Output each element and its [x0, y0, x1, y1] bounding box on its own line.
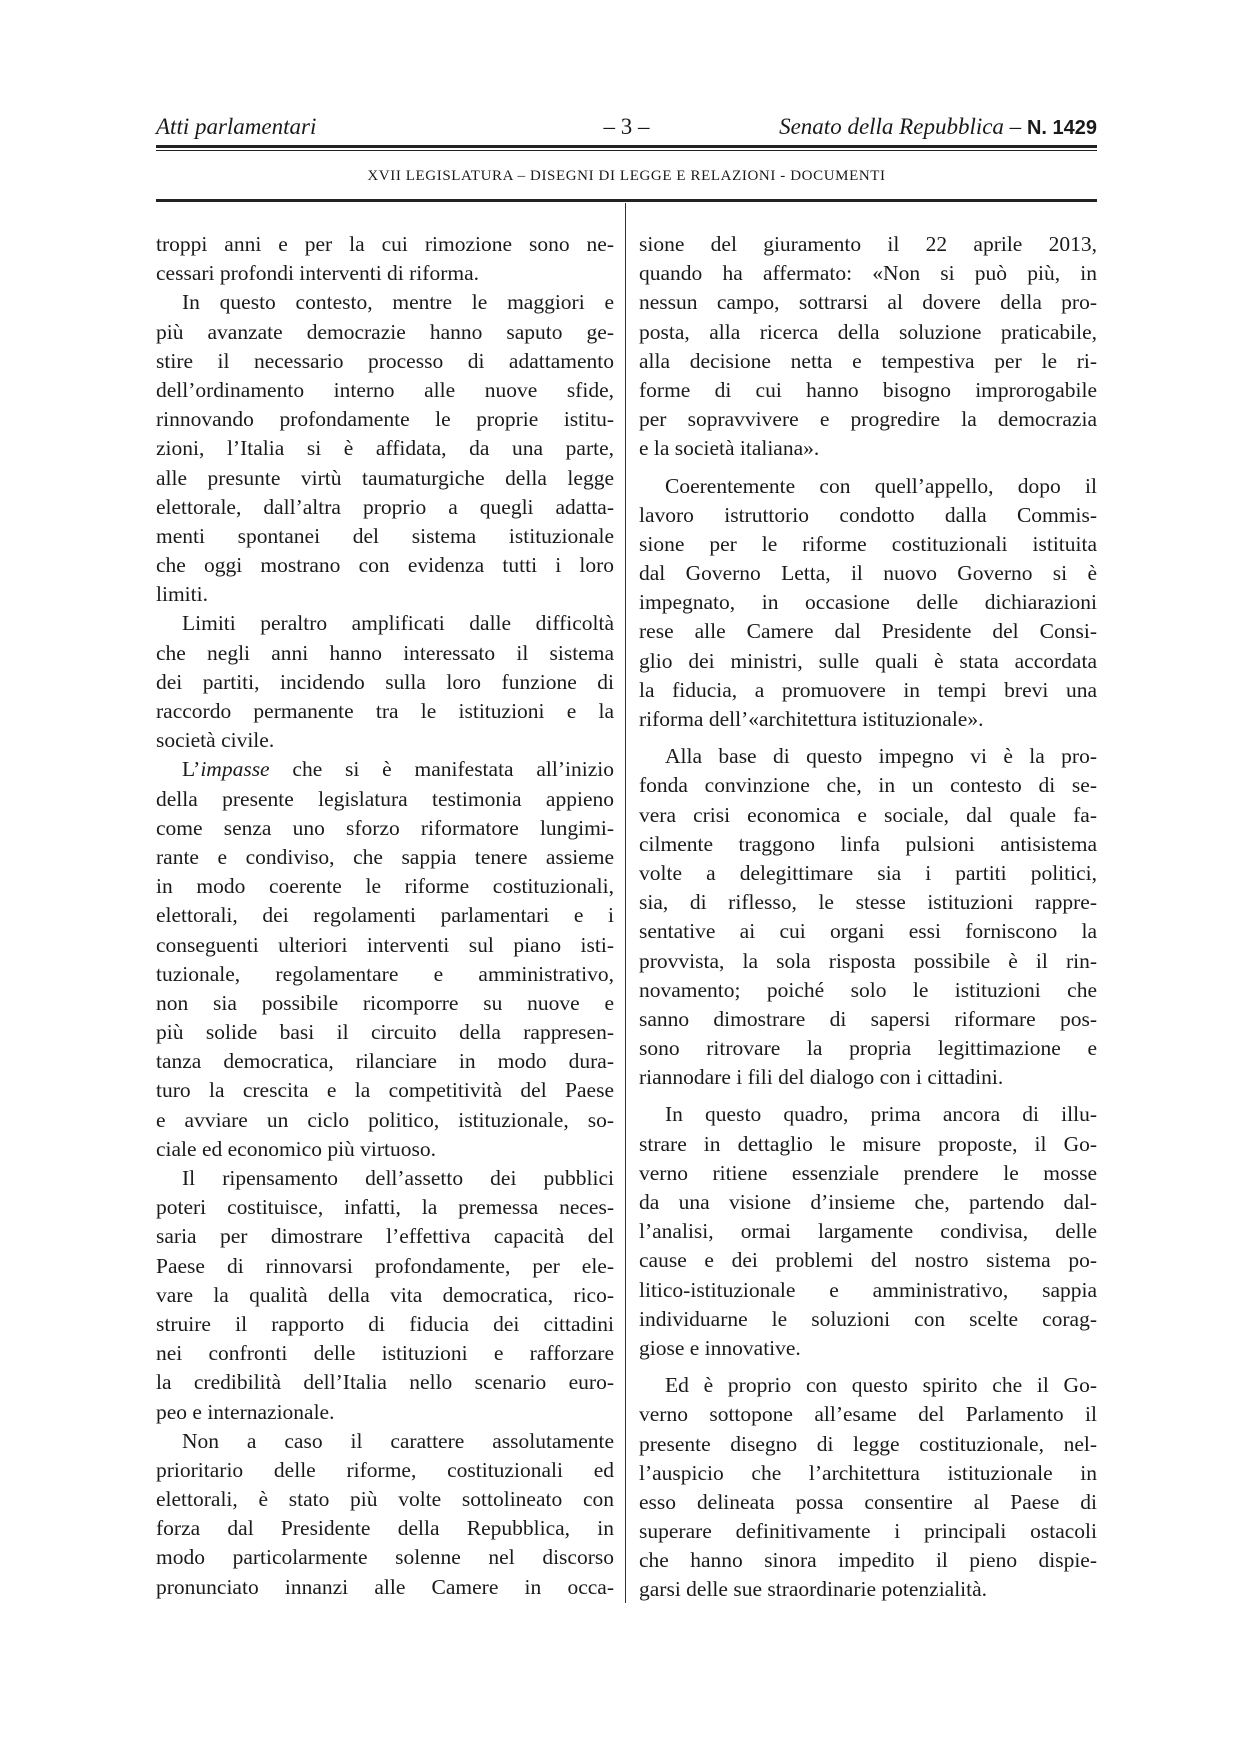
text-line: non sia possibile ricomporre su nuove e [156, 990, 614, 1015]
text-line: che hanno sinora impedito il pieno dispie- [639, 1548, 1097, 1573]
paragraph [156, 609, 614, 755]
text-line: da una visione d’insieme che, partendo dal- [639, 1190, 1097, 1214]
text-line: per sopravvivere e progredire la democrazia [639, 407, 1097, 432]
text-line: struire il rapporto di fiducia dei cittadini [156, 1311, 614, 1336]
text-line: Paese di rinnovarsi profondamente, per ele- [156, 1253, 614, 1278]
text-line: impegnato, in occasione delle dichiarazioni [639, 590, 1097, 615]
text-line: dal Governo Letta, il nuovo Governo si è [639, 561, 1097, 586]
running-header [156, 114, 1097, 144]
text-segment: L’ [182, 757, 201, 782]
text-line: fonda convinzione che, in un contesto di se- [639, 773, 1097, 798]
text-line: tuzionale, regolamentare e amministrativo, [156, 961, 614, 986]
text-line: In questo contesto, mentre le maggiori e [182, 290, 614, 315]
text-line: della presente legislatura testimonia appieno [156, 786, 614, 811]
right-column [639, 230, 1097, 1605]
text-line: riannodare i fili del dialogo con i cittadini. [639, 1065, 1004, 1090]
text-line: strare in dettaglio le misure proposte, il Go- [639, 1131, 1097, 1156]
text-line: sione del giuramento il 22 aprile 2013, [639, 232, 1097, 256]
text-line: Coerentemente con quell’appello, dopo il [665, 473, 1097, 498]
paragraph [156, 1164, 614, 1427]
text-line: la fiducia, a promuovere in tempi brevi una [639, 677, 1097, 702]
text-line: la credibilità dell’Italia nello scenario euro- [156, 1370, 614, 1395]
text-line: giose e innovative. [639, 1335, 801, 1360]
text-line: novamento; poiché solo le istituzioni che [639, 977, 1097, 1002]
text-line: e la società italiana». [639, 436, 820, 461]
text-line: sentative ai cui organi essi forniscono la [639, 919, 1097, 944]
column-divider [625, 203, 626, 1603]
header-rule-thick [156, 145, 1097, 148]
text-line: sono ritrovare la propria legittimazione e [639, 1036, 1097, 1061]
text-line: raccordo permanente tra le istituzioni e la [156, 699, 614, 723]
page-number: – 3 – [603, 114, 650, 139]
text-line: vera crisi economica e sociale, dal quale fa- [639, 802, 1097, 827]
text-line: stire il necessario processo di adattamento [156, 348, 614, 373]
text-line: quando ha affermato: «Non si può più, in [639, 261, 1097, 286]
text-line: presente disegno di legge costituzionale, nel- [639, 1431, 1097, 1456]
text-line: lavoro istruttorio condotto dalla Commis- [639, 502, 1097, 527]
text-line: volte a delegittimare sia i partiti politici, [639, 860, 1097, 885]
text-line: riforma dell’«architettura istituzionale». [639, 707, 984, 731]
text-line: individuarne le soluzioni con scelte corag- [639, 1306, 1097, 1331]
text-line: rante e condiviso, che sappia tenere assieme [156, 844, 614, 869]
text-line: come senza uno sforzo riformatore lungimi- [156, 815, 614, 840]
text-line: zioni, l’Italia si è affidata, da una parte, [156, 436, 614, 461]
text-line: elettorale, dall’altra proprio a quegli adatta- [156, 494, 614, 519]
text-line: l’auspicio che l’architettura istituzionale in [639, 1460, 1097, 1485]
text-line: posta, alla ricerca della soluzione praticabile, [639, 319, 1097, 344]
text-line: rese alle Camere dal Presidente del Consi- [639, 619, 1097, 644]
text-line: che oggi mostrano con evidenza tutti i loro [156, 553, 614, 578]
text-line: elettorali, dei regolamenti parlamentari e i [156, 903, 614, 928]
text-line: forme di cui hanno bisogno improrogabile [639, 377, 1097, 402]
text-line: l’analisi, ormai largamente condivisa, delle [639, 1219, 1097, 1244]
text-line: In questo quadro, prima ancora di illu- [665, 1102, 1097, 1127]
text-line: menti spontanei del sistema istituzionale [156, 523, 614, 548]
text-line: nei confronti delle istituzioni e rafforzare [156, 1341, 614, 1366]
subtitle-rule [156, 199, 1097, 202]
text-segment: che si è manifestata all’inizio [269, 757, 614, 782]
document-number: N. 1429 [1026, 117, 1097, 139]
paragraph [156, 755, 614, 1164]
text-line: tanza democratica, rilanciare in modo dura- [156, 1049, 614, 1074]
text-line: verno sottopone all’esame del Parlamento il [639, 1402, 1097, 1427]
text-line: forza dal Presidente della Repubblica, in [156, 1516, 614, 1541]
text-line: elettorali, è stato più volte sottolineato con [156, 1487, 614, 1512]
text-line: superare definitivamente i principali ostacoli [639, 1519, 1097, 1544]
paragraph [156, 230, 614, 288]
text-line: alle presunte virtù taumaturgiche della legge [156, 465, 614, 490]
header-rule-thin [156, 150, 1097, 151]
text-line: saria per dimostrare l’effettiva capacità del [156, 1224, 614, 1249]
italic-term: impasse [200, 757, 270, 782]
text-line: garsi delle sue straordinarie potenzialità. [639, 1577, 988, 1602]
text-line: cause e dei problemi del nostro sistema po- [639, 1248, 1097, 1273]
text-line: ciale ed economico più virtuoso. [156, 1136, 437, 1161]
text-line: prioritario delle riforme, costituzionali ed [156, 1457, 614, 1482]
header-left-title: Atti parlamentari [156, 114, 317, 139]
text-line: Il ripensamento dell’assetto dei pubblici [182, 1166, 614, 1190]
text-line: rinnovando profondamente le proprie istitu- [156, 407, 614, 432]
text-line: sione per le riforme costituzionali istituita [639, 531, 1097, 556]
text-line: cilmente traggono linfa pulsioni antisistema [639, 831, 1097, 856]
text-line: sia, di riflesso, le stesse istituzioni rappre- [639, 890, 1097, 915]
paragraph [639, 742, 1097, 1092]
paragraph [639, 472, 1097, 735]
text-line: vare la qualità della vita democratica, rico- [156, 1282, 614, 1307]
header-subtitle: XVII LEGISLATURA – DISEGNI DI LEGGE E RELAZIONI - DOCUMENTI [367, 168, 886, 184]
text-line: pronunciato innanzi alle Camere in occa- [156, 1574, 614, 1599]
text-line: esso delineata possa consentire al Paese di [639, 1489, 1097, 1514]
left-column [156, 230, 614, 1602]
text-line: nessun campo, sottrarsi al dovere della pro- [639, 290, 1097, 315]
text-line: verno ritiene essenziale prendere le mosse [639, 1160, 1097, 1185]
text-line: Limiti peraltro amplificati dalle difficoltà [182, 611, 614, 636]
header-right [779, 114, 1097, 140]
text-line: cessari profondi interventi di riforma. [156, 261, 479, 286]
text-line [156, 755, 614, 784]
text-line: alla decisione netta e tempestiva per le ri- [639, 348, 1097, 373]
text-line: modo particolarmente solenne nel discorso [156, 1545, 614, 1570]
text-line: conseguenti ulteriori interventi sul piano isti- [156, 932, 614, 957]
paragraph [639, 1100, 1097, 1363]
header-right-title: Senato della Repubblica – [779, 114, 1027, 139]
text-line: limiti. [156, 582, 208, 607]
text-line: provvista, la sola risposta possibile è il rin- [639, 948, 1097, 973]
text-line: e avviare un ciclo politico, istituzionale, so- [156, 1107, 614, 1132]
text-line: più avanzate democrazie hanno saputo ge- [156, 319, 614, 344]
text-line: Ed è proprio con questo spirito che il Go- [665, 1373, 1097, 1398]
text-line: turo la crescita e la competitività del Paese [156, 1078, 614, 1103]
text-line: glio dei ministri, sulle quali è stata accordata [639, 648, 1097, 673]
text-line: in modo coerente le riforme costituzionali, [156, 874, 614, 899]
text-line: società civile. [156, 728, 275, 753]
text-line: più solide basi il circuito della rappresen- [156, 1020, 614, 1045]
text-line: sanno dimostrare di sapersi riformare pos- [639, 1006, 1097, 1031]
text-line: litico-istituzionale e amministrativo, sappia [639, 1277, 1097, 1302]
text-line: peo e internazionale. [156, 1399, 335, 1424]
text-line: Non a caso il carattere assolutamente [182, 1428, 614, 1453]
text-line: dell’ordinamento interno alle nuove sfide, [156, 377, 614, 402]
text-line: Alla base di questo impegno vi è la pro- [665, 744, 1097, 769]
paragraph [639, 230, 1097, 464]
text-line: poteri costituisce, infatti, la premessa neces- [156, 1195, 614, 1220]
paragraph [156, 1427, 614, 1602]
text-line: troppi anni e per la cui rimozione sono ne- [156, 232, 614, 256]
paragraph [639, 1371, 1097, 1605]
text-line: dei partiti, incidendo sulla loro funzione di [156, 669, 614, 694]
text-line: che negli anni hanno interessato il sistema [156, 640, 614, 665]
paragraph [156, 288, 614, 609]
